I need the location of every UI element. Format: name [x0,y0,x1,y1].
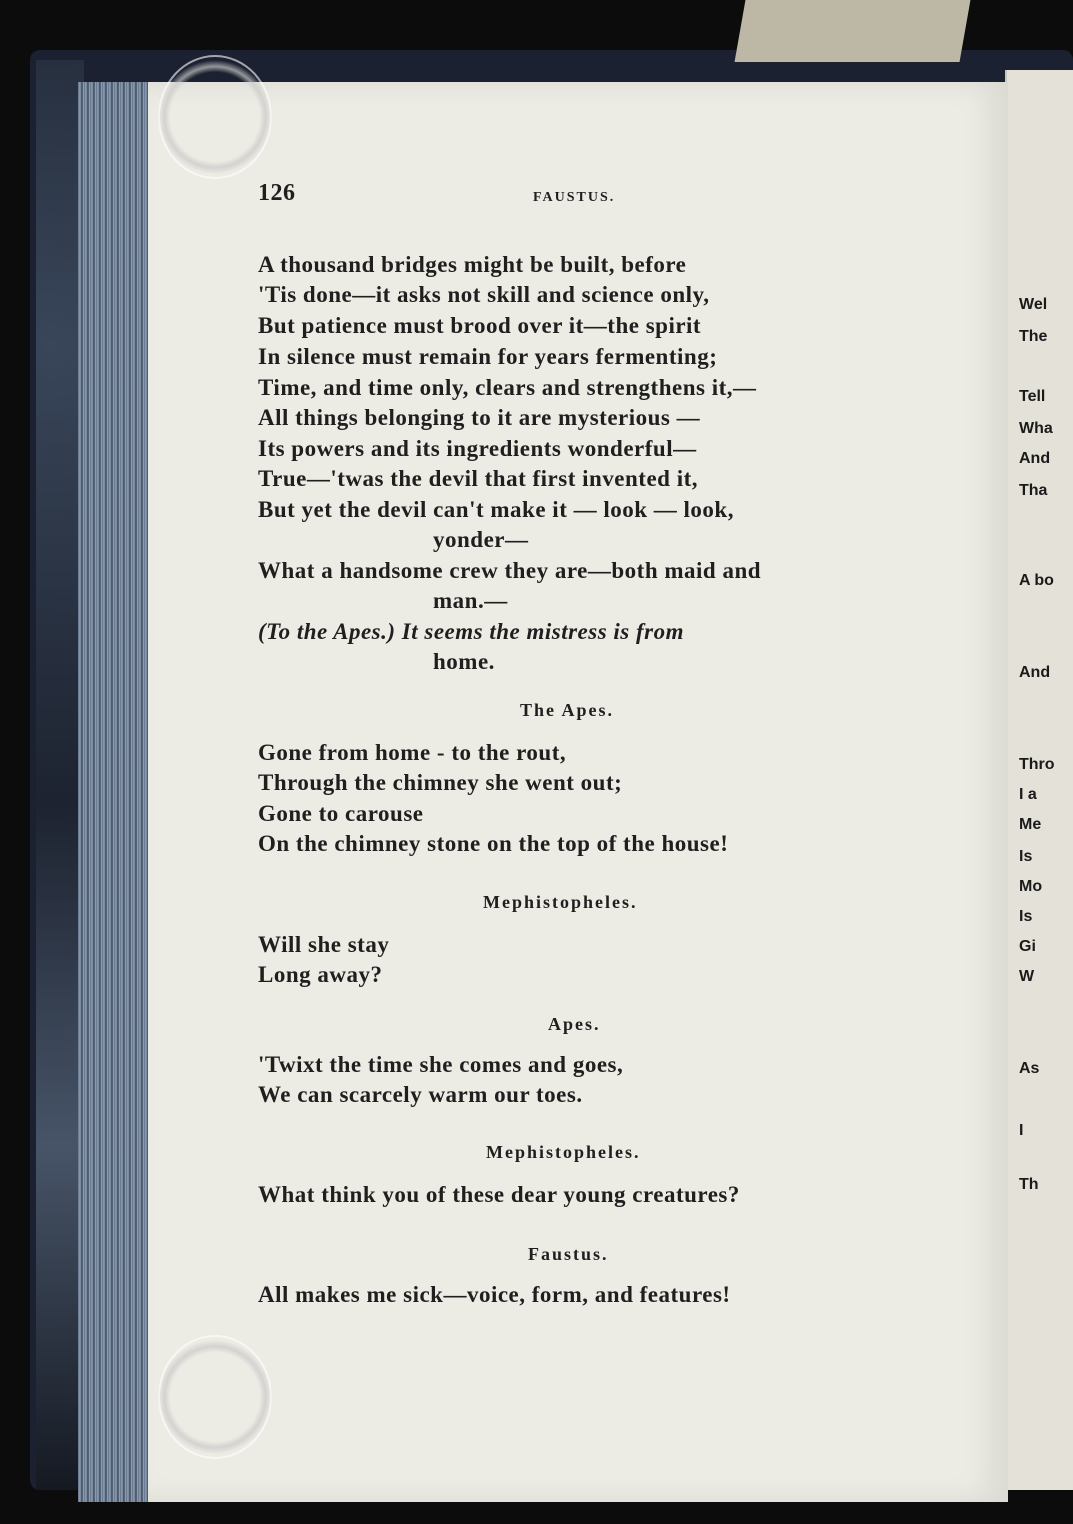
page-text [258,180,918,1307]
verse-line: 'Twixt the time she comes and goes, [258,1052,624,1077]
verse-line: On the chimney stone on the top of the house! [258,831,729,856]
verse-line: yonder— [433,527,529,552]
verse-line: True—'twas the devil that first invented it, [258,466,699,491]
facing-page-fragment: Thro [1019,756,1055,773]
verse-line: Will she stay [258,932,390,957]
facing-page-fragment: A bo [1019,572,1054,589]
page-clip-bottom [158,1335,272,1459]
verse-line: But yet the devil can't make it — look — look, [258,497,734,522]
verse-line: All things belonging to it are mysterious — [258,405,701,430]
facing-page-fragment: Tha [1019,482,1048,499]
bookmark-ribbon [735,0,971,62]
verse-line: Long away? [258,962,383,987]
facing-page-fragment: Me [1019,816,1042,833]
verse-line: But patience must brood over it—the spirit [258,313,702,338]
speaker-heading: Apes. [548,1014,601,1034]
facing-page-fragment: Gi [1019,938,1036,955]
facing-page-fragment: Mo [1019,878,1043,895]
verse-line: Gone to carouse [258,801,424,826]
page-number: 126 [258,180,296,206]
facing-page-fragment: And [1019,450,1051,467]
verse-line: home. [433,649,495,674]
stage-direction-line: (To the Apes.) It seems the mistress is from [258,619,685,644]
facing-page-fragment: As [1019,1060,1040,1077]
speaker-heading: Mephistopheles. [483,892,638,912]
verse-line: man.— [433,588,508,613]
verse-line: Through the chimney she went out; [258,770,623,795]
page-header [258,180,918,220]
facing-page-fragment: I [1019,1122,1024,1139]
page-clip-top [158,55,272,179]
facing-page-fragment: W [1019,968,1035,985]
verse-line: We can scarcely warm our toes. [258,1082,583,1107]
verse-line: Its powers and its ingredients wonderful— [258,436,697,461]
facing-page [1005,70,1073,1490]
facing-page-fragment: Is [1019,908,1033,925]
verse-line: Time, and time only, clears and strengthens it,— [258,375,757,400]
facing-page-fragment: Is [1019,848,1033,865]
facing-page-fragment: Wel [1019,296,1048,313]
verse-line: All makes me sick—voice, form, and features! [258,1282,731,1307]
facing-page-fragment: Th [1019,1176,1039,1193]
verse-line: What a handsome crew they are—both maid and [258,558,762,583]
verse-line: In silence must remain for years fermenting; [258,344,718,369]
facing-page-fragment: I a [1019,786,1037,803]
facing-page-fragment: Tell [1019,388,1046,405]
facing-page-fragment: And [1019,664,1051,681]
verse-line: What think you of these dear young creatures? [258,1182,740,1207]
marbled-edge [36,60,84,1490]
facing-page-fragment: Wha [1019,420,1053,437]
page-edges [78,82,158,1502]
speaker-heading: Mephistopheles. [486,1142,641,1162]
facing-page-fragment: The [1019,328,1048,345]
verse-line: A thousand bridges might be built, before [258,252,687,277]
speaker-heading: The Apes. [520,700,615,720]
speaker-heading: Faustus. [528,1244,609,1264]
verse-line: 'Tis done—it asks not skill and science only, [258,282,710,307]
running-head: FAUSTUS. [533,190,616,205]
verse-line: Gone from home - to the rout, [258,740,567,765]
